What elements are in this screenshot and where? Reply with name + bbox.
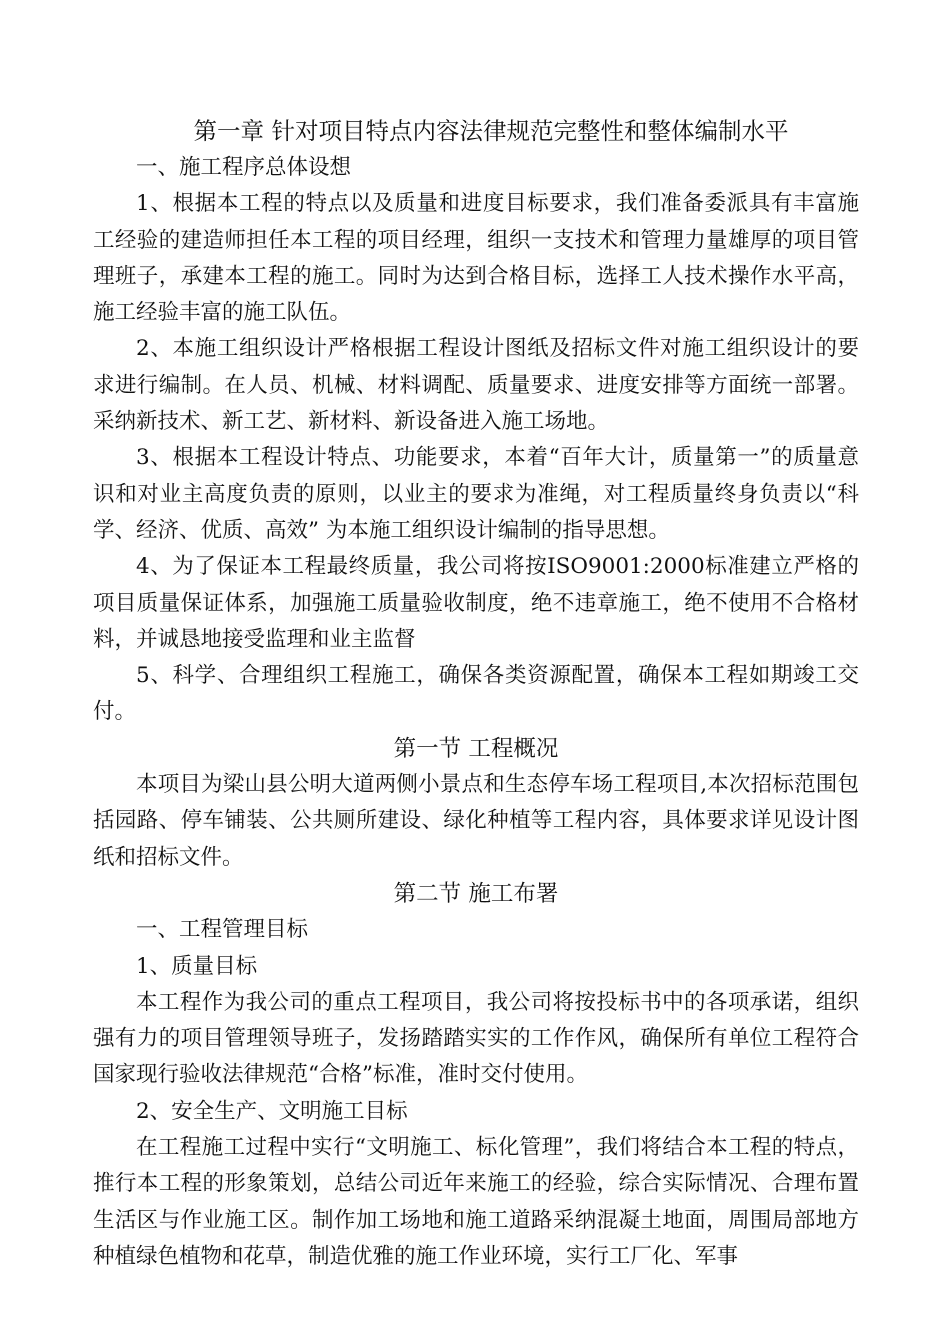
- safety-goal-heading: 2、安全生产、文明施工目标: [136, 1098, 408, 1124]
- project-overview-text: 本项目为梁山县公明大道两侧小景点和生态停车场工程项目,本次招标范围包括园路、停车铺装、公共厕所建设、绿化种植等工程内容，具体要求详见设计图纸和招标文件。: [93, 772, 859, 870]
- management-goals-heading: 一、工程管理目标: [136, 917, 309, 943]
- section-overview-title: 第一节 工程概况: [393, 735, 559, 762]
- overall-plan-item-2: 2、本施工组织设计严格根据工程设计图纸及招标文件对施工组织设计的要求进行编制。在人员、机械、材料调配、质量要求、进度安排等方面统一部署。采纳新技术、新工艺、新材料、新设备进入施工场地。: [93, 336, 859, 435]
- chapter-title: 第一章 针对项目特点内容法律规范完整性和整体编制水平: [193, 117, 789, 145]
- quality-goal-text: 本工程作为我公司的重点工程项目，我公司将按投标书中的各项承诺，组织强有力的项目管理领导班子，发扬踏踏实实的工作作风，确保所有单位工程符合国家现行验收法律规范“合格”标准，准时交付使用。: [93, 989, 859, 1088]
- overall-plan-item-1: 1、根据本工程的特点以及质量和进度目标要求，我们准备委派具有丰富施工经验的建造师担任本工程的项目经理，组织一支技术和管理力量雄厚的项目管理班子，承建本工程的施工。同时为达到合格目标，选择工人技术操作水平高，施工经验丰富的施工队伍。: [93, 191, 859, 326]
- section-deployment-title: 第二节 施工布署: [393, 880, 559, 907]
- quality-goal-heading: 1、质量目标: [136, 953, 258, 979]
- overall-plan-item-5: 5、科学、合理组织工程施工，确保各类资源配置，确保本工程如期竣工交付。: [93, 663, 859, 725]
- document-page: [93, 112, 859, 1275]
- safety-goal-text: 在工程施工过程中实行“文明施工、标化管理”，我们将结合本工程的特点，推行本工程的形象策划，总结公司近年来施工的经验，综合实际情况、合理布置生活区与作业施工区。制作加工场地和施工道路采纳混凝土地面，周围局部地方种植绿色植物和花草，制造优雅的施工作业环境，实行工厂化、军事: [93, 1135, 859, 1269]
- overall-plan-heading: 一、施工程序总体设想: [136, 155, 352, 180]
- overall-plan-item-4: 4、为了保证本工程最终质量，我公司将按ISO9001:2000标准建立严格的项目质量保证体系，加强施工质量验收制度，绝不违章施工，绝不使用不合格材料，并诚恳地接受监理和业主监督: [93, 554, 859, 652]
- overall-plan-item-3: 3、根据本工程设计特点、功能要求，本着“百年大计，质量第一”的质量意识和对业主高度负责的原则，以业主的要求为准绳，对工程质量终身负责以“科学、经济、优质、高效” 为本施工组织设计编制的指导思想。: [93, 445, 859, 543]
